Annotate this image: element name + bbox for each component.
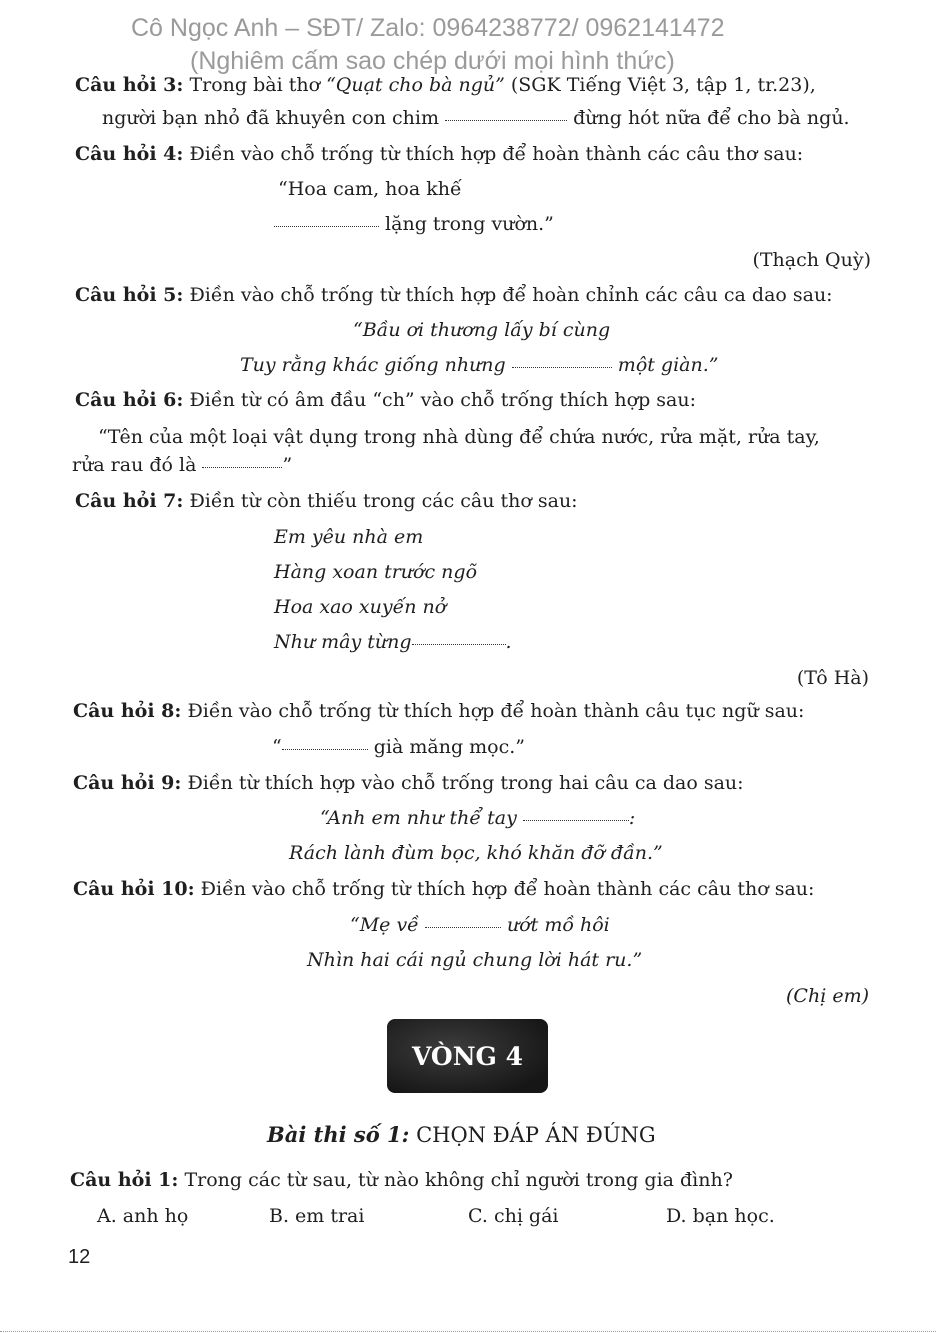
question-label: Câu hỏi 1: (70, 1169, 179, 1191)
author: (Thạch Quỳ) (752, 249, 871, 271)
poem-title: “Quạt cho bà ngủ” (326, 74, 505, 96)
author: (Chị em) (786, 985, 869, 1007)
question-3-line-2: người bạn nhỏ đã khuyên con chim đừng hót nữa để cho bà ngủ. (102, 107, 850, 129)
option-c[interactable]: C. chị gái (468, 1205, 559, 1227)
verse-line: “Hoa cam, hoa khế (278, 178, 462, 200)
question-label: Câu hỏi 9: (73, 772, 182, 794)
question-label: Câu hỏi 5: (75, 284, 184, 306)
answer-blank[interactable] (412, 643, 506, 645)
answer-blank[interactable] (523, 819, 629, 821)
question-label: Câu hỏi 10: (73, 878, 195, 900)
option-a[interactable]: A. anh họ (97, 1205, 189, 1227)
verse-line: “Anh em như thể tay : (320, 807, 636, 829)
question-label: Câu hỏi 7: (75, 490, 184, 512)
proverb-line: “ già măng mọc.” (272, 736, 526, 758)
answer-blank[interactable] (274, 225, 379, 227)
question-label: Câu hỏi 8: (73, 700, 182, 722)
question-6-paragraph: “Tên của một loại vật dụng trong nhà dùng để chứa nước, rửa mặt, rửa tay, (98, 426, 820, 448)
question-label: Câu hỏi 3: (75, 74, 184, 96)
verse-line: Như mây từng . (274, 631, 512, 653)
round-banner (387, 1019, 548, 1093)
question-6: Câu hỏi 6: Điền từ có âm đầu “ch” vào chỗ trống thích hợp sau: (75, 389, 697, 411)
question-5: Câu hỏi 5: Điền vào chỗ trống từ thích hợp để hoàn chỉnh các câu ca dao sau: (75, 284, 833, 306)
watermark-notice: (Nghiêm cấm sao chép dưới mọi hình thức) (190, 47, 675, 75)
option-d[interactable]: D. bạn học. (666, 1205, 775, 1227)
verse-line: Em yêu nhà em (274, 526, 424, 548)
question-10: Câu hỏi 10: Điền vào chỗ trống từ thích hợp để hoàn thành các câu thơ sau: (73, 878, 815, 900)
section-heading (267, 1122, 656, 1147)
author: (Tô Hà) (796, 667, 869, 689)
verse-line: “Mẹ về ướt mồ hôi (350, 914, 610, 936)
round-title: VÒNG 4 (411, 1041, 524, 1071)
verse-line: Tuy rằng khác giống nhưng một giàn.” (240, 354, 719, 376)
section-title: CHỌN ĐÁP ÁN ĐÚNG (409, 1123, 656, 1147)
watermark-contact: Cô Ngọc Anh – SĐT/ Zalo: 0964238772/ 0962141472 (131, 14, 725, 42)
verse-line: Hàng xoan trước ngõ (274, 561, 478, 583)
answer-blank[interactable] (512, 366, 612, 368)
question-8: Câu hỏi 8: Điền vào chỗ trống từ thích hợp để hoàn thành câu tục ngữ sau: (73, 700, 805, 722)
round4-question-1: Câu hỏi 1: Trong các từ sau, từ nào không chỉ người trong gia đình? (70, 1169, 733, 1191)
bottom-divider (0, 1331, 936, 1332)
verse-line: Hoa xao xuyến nở (274, 596, 447, 618)
question-label: Câu hỏi 4: (75, 143, 184, 165)
question-3: Câu hỏi 3: Trong bài thơ “Quạt cho bà ngủ” (SGK Tiếng Việt 3, tập 1, tr.23), (75, 74, 816, 96)
answer-blank[interactable] (445, 119, 567, 121)
question-9: Câu hỏi 9: Điền từ thích hợp vào chỗ trống trong hai câu ca dao sau: (73, 772, 744, 794)
answer-blank[interactable] (282, 748, 368, 750)
verse-line: “Bầu ơi thương lấy bí cùng (353, 319, 611, 341)
question-6-paragraph-end: rửa rau đó là ” (72, 454, 293, 476)
verse-line: lặng trong vườn.” (274, 213, 554, 235)
question-4: Câu hỏi 4: Điền vào chỗ trống từ thích hợp để hoàn thành các câu thơ sau: (75, 143, 804, 165)
option-b[interactable]: B. em trai (269, 1205, 365, 1227)
question-label: Câu hỏi 6: (75, 389, 184, 411)
verse-line: Nhìn hai cái ngủ chung lời hát ru.” (307, 949, 643, 971)
answer-blank[interactable] (425, 926, 501, 928)
page-number: 12 (68, 1246, 91, 1268)
section-label: Bài thi số 1: (267, 1122, 410, 1147)
answer-blank[interactable] (202, 466, 282, 468)
verse-line: Rách lành đùm bọc, khó khăn đỡ đần.” (289, 842, 663, 864)
question-7: Câu hỏi 7: Điền từ còn thiếu trong các câu thơ sau: (75, 490, 578, 512)
